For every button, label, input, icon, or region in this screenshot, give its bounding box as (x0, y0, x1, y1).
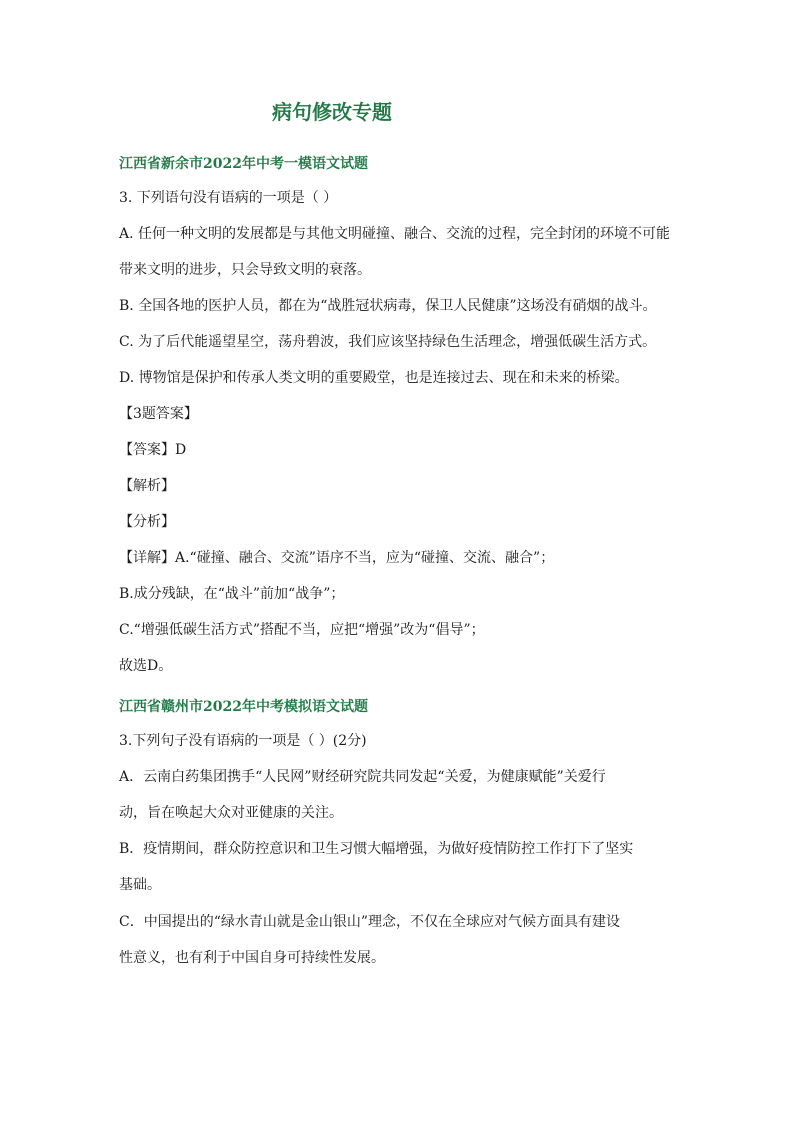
option-d: D. 博物馆是保护和传承人类文明的重要殿堂，也是连接过去、现在和未来的桥梁。 (119, 370, 629, 386)
explanation-c: C.“增强低碳生活方式”搭配不当，应把“增强”改为“倡导”； (119, 622, 485, 638)
option-a-line-1-2: A．云南白药集团携手“人民网”财经研究院共同发起“关爱，为健康赋能”关爱行 (119, 769, 606, 785)
option-b-line-1-2: B．疫情期间，群众防控意识和卫生习惯大幅增强，为做好疫情防控工作打下了坚实 (119, 841, 634, 857)
option-b: B. 全国各地的医护人员，都在为“战胜冠状病毒，保卫人民健康”这场没有硝烟的战斗。 (119, 298, 657, 314)
option-b-line-2-2: 基础。 (119, 877, 161, 893)
option-a-line-2: 带来文明的进步，只会导致文明的衰落。 (119, 262, 371, 278)
option-c-line-1-2: C．中国提出的“绿水青山就是金山银山”理念，不仅在全球应对气候方面具有建设 (119, 914, 621, 930)
option-c: C. 为了后代能遥望星空，荡舟碧波，我们应该坚持绿色生活理念，增强低碳生活方式。 (119, 334, 657, 350)
option-c-line-2-2: 性意义，也有利于中国自身可持续性发展。 (119, 950, 385, 966)
conclusion: 故选D。 (119, 658, 173, 674)
answer-header: 【3题答案】 (119, 406, 198, 422)
option-a-line-2-2: 动，旨在唤起大众对亚健康的关注。 (119, 805, 343, 821)
section-heading-xinyu: 江西省新余市2022年中考一模语文试题 (119, 156, 368, 172)
explanation-a: 【详解】A.“碰撞、融合、交流”语序不当，应为“碰撞、交流、融合”； (119, 550, 555, 566)
question-stem: 3. 下列语句没有语病的一项是（ ） (119, 190, 338, 206)
question-stem-2: 3.下列句子没有语病的一项是（ ）(2分) (119, 733, 367, 749)
section-heading-ganzhou: 江西省赣州市2022年中考模拟语文试题 (119, 699, 368, 715)
option-a-line-1: A. 任何一种文明的发展都是与其他文明碰撞、融合、交流的过程，完全封闭的环境不可能 (119, 226, 671, 242)
page-title: 病句修改专题 (272, 100, 392, 124)
explanation-b: B.成分残缺，在“战斗”前加“战争”； (119, 586, 345, 602)
analysis-label: 【解析】 (119, 478, 175, 494)
analysis-sub-label: 【分析】 (119, 514, 175, 530)
answer: 【答案】D (119, 442, 187, 458)
